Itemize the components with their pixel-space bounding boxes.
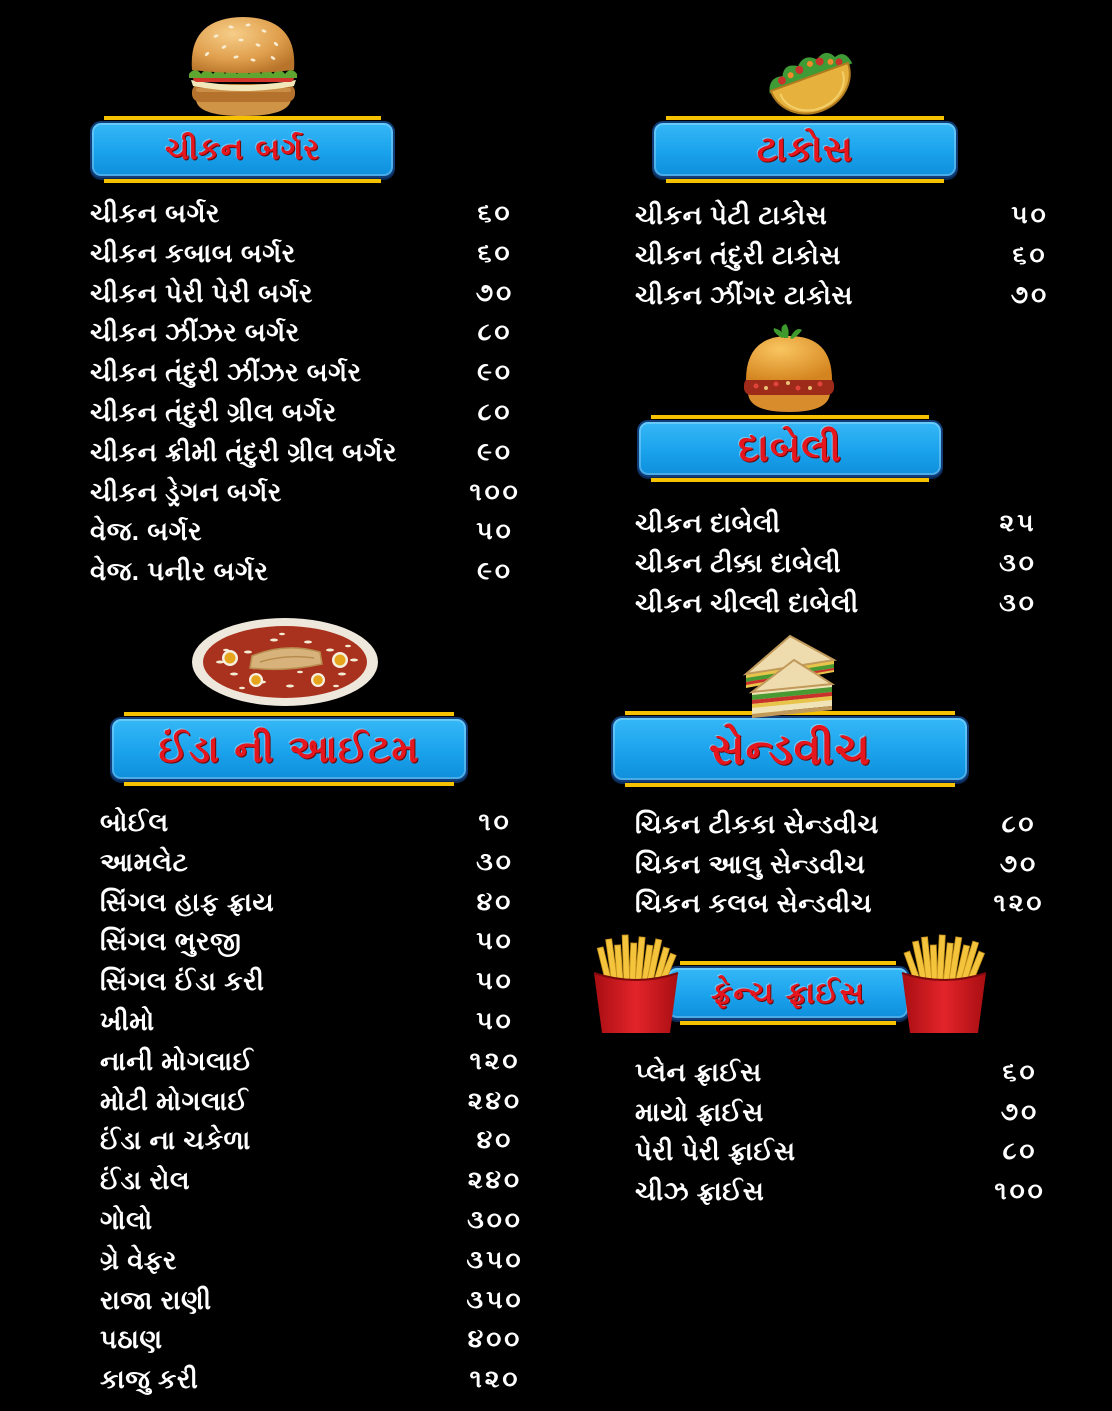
item-price: ૧૦ [478, 808, 512, 836]
item-price: ૫૦ [476, 1007, 514, 1035]
item-price: ૧૨૦ [469, 1046, 521, 1075]
item-name: સિંગલ ભુરજી [100, 926, 242, 957]
item-price: ૧૦૦ [469, 477, 521, 506]
menu-item [90, 552, 570, 592]
item-name: સિંગલ હાફ ફ્રાય [100, 886, 275, 917]
menu-item [635, 195, 1112, 235]
item-name: ગ્રે વેફર [100, 1244, 177, 1275]
menu-item [635, 1172, 1112, 1212]
menu-item [100, 962, 580, 1002]
tacos-section-banner [652, 121, 958, 178]
item-name: ચીઝ ફ્રાઈસ [635, 1176, 765, 1207]
item-name: ખીમો [100, 1006, 155, 1036]
item-name: ચીકન પેરી પેરી બર્ગર [90, 277, 313, 308]
item-name: વેજ. પનીર બર્ગર [90, 556, 269, 587]
item-price: ૭૦ [1010, 281, 1050, 309]
item-price: ૯૦ [477, 437, 513, 466]
fries-section-banner [666, 966, 910, 1020]
item-name: માયો ફ્રાઈસ [635, 1096, 764, 1127]
item-name: ચીકન તંદુરી ઝીંઝર બર્ગર [90, 357, 362, 388]
item-name: ચીકન દાબેલી [635, 508, 781, 538]
item-price: ૩૦૦ [467, 1206, 523, 1234]
egg-section-title: ઈંડા ની આઈટમ [158, 726, 420, 771]
dabeli-section-title: દાબેલી [738, 426, 842, 470]
item-price: ૫૦ [476, 927, 514, 956]
item-price: ૬૦ [1012, 241, 1048, 269]
menu-item [100, 1042, 580, 1082]
item-price: ૫૦ [1011, 201, 1049, 229]
burger-section-banner [90, 121, 395, 178]
item-price: ૧૦૦ [994, 1177, 1046, 1206]
item-price: ૪૦૦ [467, 1325, 523, 1354]
menu-item [100, 1161, 580, 1201]
item-name: ચીકન કબાબ બર્ગર [90, 237, 296, 268]
menu-item [90, 353, 570, 393]
menu-item [90, 313, 570, 353]
menu-item [90, 473, 570, 513]
egg-dish-image [190, 612, 380, 708]
item-price: ૪૦ [476, 1126, 514, 1155]
menu-item [635, 1053, 1112, 1093]
tacos-section-title: ટાકોસ [756, 128, 854, 170]
menu-item [635, 235, 1112, 275]
item-name: ચીકન તંદુરી ટાકોસ [635, 240, 841, 270]
menu-item [100, 1320, 580, 1360]
sandwich-image [738, 632, 840, 720]
item-price: ૮૦ [477, 398, 513, 426]
item-price: ૩૫૦ [466, 1245, 524, 1274]
menu-item [635, 845, 1112, 885]
menu-item [100, 1241, 580, 1281]
item-price: ૧૨૦ [993, 889, 1045, 917]
fries-box-image [590, 933, 682, 1035]
item-name: પ્લેન ફ્રાઈસ [635, 1057, 762, 1087]
item-name: બોઈલ [100, 807, 169, 837]
item-name: ચીકન ડ્રેગન બર્ગર [90, 476, 282, 507]
item-price: ૨૪૦ [467, 1166, 523, 1195]
menu-item [90, 433, 570, 473]
item-name: ચિકન કલબ સેન્ડવીચ [635, 888, 873, 918]
menu-item [635, 884, 1112, 924]
item-price: ૬૦ [477, 238, 513, 267]
item-name: પેરી પેરી ફ્રાઈસ [635, 1136, 796, 1167]
menu-item [635, 1093, 1112, 1133]
item-price: ૭૦ [999, 849, 1039, 878]
item-name: વેજ. બર્ગર [90, 516, 203, 547]
menu-item [100, 803, 580, 843]
item-name: ચીકન ઝીંગર ટાકોસ [635, 280, 853, 310]
item-name: ચિકન ટીકકા સેન્ડવીચ [635, 809, 879, 839]
item-name: કાજુ કરી [100, 1364, 199, 1395]
item-price: ૧૨૦ [469, 1365, 521, 1394]
menu-item [100, 1360, 580, 1400]
item-name: પઠાણ [100, 1324, 163, 1355]
dabeli-image [738, 322, 840, 416]
item-name: ચીકન ટીક્કા દાબેલી [635, 548, 842, 578]
egg-section-banner [110, 717, 468, 781]
item-price: ૪૦ [476, 887, 514, 916]
item-price: ૩૦ [999, 549, 1037, 577]
item-name: ચીકન પેટી ટાકોસ [635, 200, 828, 230]
menu-item [100, 1082, 580, 1122]
item-name: નાની મોગલાઈ [100, 1045, 254, 1076]
item-price: ૯૦ [477, 358, 513, 387]
item-name: ચીકન તંદુરી ગ્રીલ બર્ગર [90, 397, 337, 427]
menu-item [90, 274, 570, 314]
item-price: ૩૫૦ [466, 1285, 524, 1314]
taco-image [758, 33, 860, 119]
menu-item [635, 805, 1112, 845]
item-price: ૨૪૦ [467, 1086, 523, 1115]
menu-item [100, 1281, 580, 1321]
item-name: ચીકન ક્રીમી તંદુરી ગ્રીલ બર્ગર [90, 436, 397, 467]
menu-item [90, 234, 570, 274]
menu-item [100, 1201, 580, 1241]
item-name: રાજા રાણી [100, 1284, 212, 1315]
menu-item [100, 922, 580, 962]
item-price: ૫૦ [476, 967, 514, 996]
sandwich-section-title: સેન્ડવીચ [708, 723, 872, 775]
menu-item [100, 1002, 580, 1042]
item-price: ૩૦ [999, 589, 1037, 617]
item-name: ઈંડા રોલ [100, 1165, 191, 1196]
dabeli-section-banner [637, 420, 943, 477]
menu-item [100, 883, 580, 923]
item-price: ૨૫ [999, 509, 1037, 537]
item-name: ચીકન ઝીંઝર બર્ગર [90, 317, 300, 348]
burger-image [186, 14, 301, 119]
item-price: ૮૦ [1002, 1137, 1038, 1166]
sandwich-section-banner [611, 716, 969, 782]
item-price: ૭૦ [1000, 1097, 1040, 1126]
fries-section-title: ફ્રેન્ચ ફ્રાઈસ [710, 975, 866, 1011]
item-name: ચીકન બર્ગર [90, 198, 220, 228]
item-name: સિંગલ ઈંડા કરી [100, 966, 265, 997]
item-price: ૮૦ [1001, 810, 1037, 838]
menu-item [90, 393, 570, 433]
menu-item [100, 1121, 580, 1161]
item-name: મોટી મોગલાઈ [100, 1085, 249, 1116]
item-price: ૭૦ [475, 278, 515, 307]
menu-item [100, 843, 580, 883]
item-price: ૯૦ [477, 557, 513, 586]
item-price: ૫૦ [476, 517, 514, 546]
menu-item [90, 194, 570, 234]
item-name: ઈંડા ના ચકેળા [100, 1125, 251, 1156]
menu-item [635, 583, 1112, 623]
menu-item [635, 543, 1112, 583]
menu-item [90, 512, 570, 552]
item-name: ચિકન આલુ સેન્ડવીચ [635, 848, 866, 879]
burger-section-title: ચીકન બર્ગર [164, 132, 321, 167]
item-price: ૬૦ [1002, 1058, 1038, 1086]
item-name: ચીકન ચીલ્લી દાબેલી [635, 588, 859, 618]
fries-box-image [898, 933, 990, 1035]
menu-item [635, 503, 1112, 543]
item-name: આમલેટ [100, 846, 189, 877]
menu-item [635, 1132, 1112, 1172]
item-price: ૮૦ [477, 318, 513, 347]
item-price: ૩૦ [476, 847, 514, 876]
item-name: ગોલો [100, 1205, 153, 1235]
item-price: ૬૦ [477, 199, 513, 227]
menu-item [635, 275, 1112, 315]
